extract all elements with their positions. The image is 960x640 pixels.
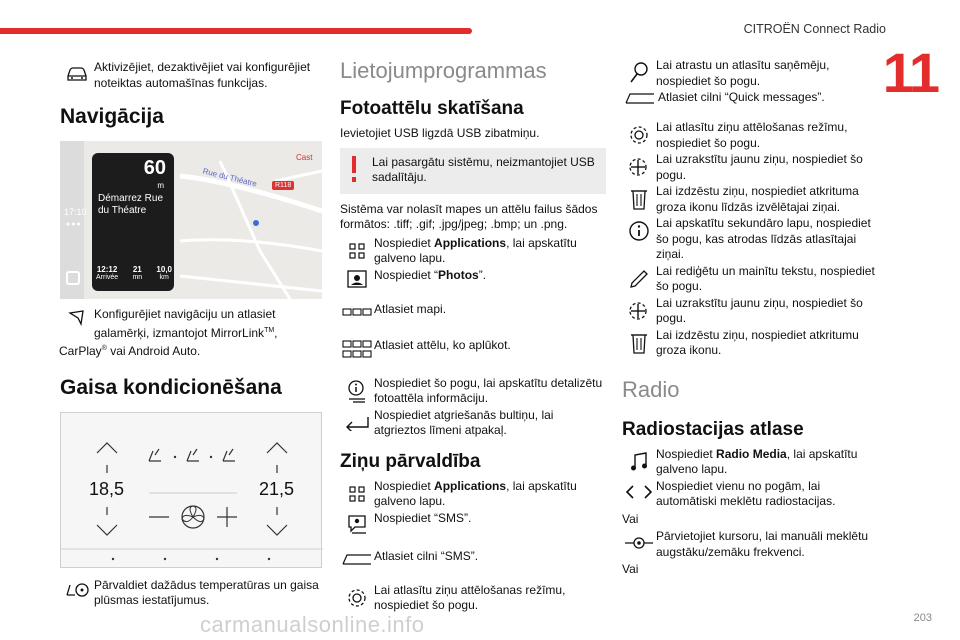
climate-screen: [60, 412, 322, 568]
radio-bold: Radio Media: [716, 446, 787, 461]
step-new-msg-text: Lai uzrakstītu jaunu ziņu, nospiediet šo pogu.: [656, 152, 863, 182]
radio-heading: Radio: [622, 376, 680, 402]
column-2: [340, 50, 606, 614]
msg-step-apps: [340, 479, 606, 510]
new-message-icon-2: [622, 296, 656, 326]
step-folder-text: Atlasiet mapi.: [374, 301, 447, 316]
street-name: Démarrez Rue du Théatre: [98, 193, 164, 216]
step-new-msg-2: [622, 296, 884, 327]
step-cursor: [622, 529, 884, 560]
step-new-msg: [622, 152, 884, 183]
intro-text: Aktivizējiet, dezaktivējiet vai konfigurējiet noteiktas automašīnas funkcijas.: [94, 60, 311, 90]
step-info-page: [622, 216, 884, 263]
km-value: 10,0: [156, 265, 172, 274]
nav-desc-text: [94, 307, 322, 341]
right-temperature[interactable]: 21,5: [259, 478, 295, 499]
apps-heading: Lietojumprogrammas: [340, 58, 547, 83]
step-delete-text: Lai izdzēstu ziņu, nospiediet atkrituma groza ikonu līdzās izvēlētajai ziņai.: [656, 184, 859, 214]
step-edit-text: Lai rediģētu un mainītu tekstu, nospiediet šo pogu.: [656, 263, 875, 293]
step-photos-post: ”.: [478, 267, 487, 282]
left-temperature[interactable]: 18,5: [89, 478, 125, 499]
step-radio-media: [622, 447, 884, 478]
navigation-icon: [60, 307, 94, 329]
msg-apps-post: , lai apskatītu galveno lapu.: [374, 478, 577, 508]
new-message-icon: [622, 152, 656, 182]
step-delete: [622, 184, 884, 215]
photos-heading: Fotoattēlu skatīšana: [340, 98, 524, 119]
photo-info-icon: [340, 376, 374, 406]
search-icon: [622, 58, 656, 88]
column-3: [622, 50, 884, 578]
km-label: km: [159, 274, 169, 281]
msg-apps-bold: Applications: [434, 478, 507, 493]
warning-box: [340, 148, 606, 194]
msg-step-sms-text: Nospiediet “SMS”.: [374, 510, 472, 525]
step-apps-bold: Applications: [434, 235, 507, 250]
image-grid-icon: [340, 338, 374, 360]
step-back: [340, 408, 606, 439]
step-apps-text: [374, 236, 606, 267]
or-text-1: Vai: [622, 511, 639, 526]
msg-step-tab: [340, 549, 606, 569]
step-search-text: Lai atrastu un atlasītu saņēmēju, nospiediet šo pogu.: [656, 58, 830, 88]
step-photos-pre: Nospiediet “: [374, 267, 439, 282]
tab-icon-2: [622, 90, 658, 106]
trash-icon: [622, 184, 656, 214]
speed-unit: m: [157, 181, 164, 190]
step-info-text: Nospiediet šo pogu, lai apskatītu detalizētu fotoattēla informāciju.: [374, 375, 603, 405]
nav-desc-part-2: ,: [274, 325, 278, 340]
photos-intro: Ievietojiet USB ligzdā USB zibatmiņu.: [340, 126, 540, 140]
intro-row: [60, 60, 322, 91]
climate-icon: [60, 578, 94, 602]
nav-desc-part-4: vai Android Auto.: [106, 344, 201, 358]
brand-header: CITROËN Connect Radio: [743, 22, 886, 36]
settings-gear-icon-2: [622, 120, 656, 150]
radio-post: , lai apskatītu galveno lapu.: [656, 446, 858, 476]
eta-bar: [96, 265, 172, 281]
nav-screen: [60, 141, 322, 299]
step-quick-text: Atlasiet cilni “Quick messages”.: [658, 90, 825, 104]
climate-desc-text: Pārvaldiet dažādus temperatūras un gaisa plūsmas iestatījumus.: [94, 577, 319, 607]
msg-step-tab-text: Atlasiet cilni “SMS”.: [374, 548, 479, 563]
step-cursor-text: Pārvietojiet kursoru, lai manuāli meklētu augstāku/zemāku frekvenci.: [656, 529, 869, 559]
step-seek: [622, 479, 884, 510]
trash-icon-2: [622, 328, 656, 358]
apps-grid-icon-2: [340, 479, 374, 509]
tab-icon: [340, 549, 374, 569]
step-image-text: Atlasiet attēlu, ko aplūkot.: [374, 337, 511, 352]
nav-desc-row: [60, 307, 322, 341]
photos-icon: [340, 268, 374, 290]
step-photos: [340, 268, 606, 290]
step-info: [340, 376, 606, 407]
msg-step-settings-text: Lai atlasītu ziņu attēlošanas režīmu, nospiediet šo pogu.: [374, 582, 566, 612]
or-text-2: Vai: [622, 562, 639, 576]
mins-label: mn: [132, 274, 143, 281]
arrive-label: Arrivée: [96, 274, 119, 281]
speed-value: 60: [143, 157, 166, 179]
nav-heading: Navigācija: [60, 105, 164, 128]
map-road-badge: R118: [272, 181, 294, 190]
step-radio-media-text: [656, 447, 884, 478]
arrive-time: 12:12: [96, 265, 118, 274]
nav-desc-cont: [59, 341, 322, 360]
step-search: [622, 58, 884, 89]
step-image: [340, 338, 606, 360]
seek-arrows-icon: [622, 479, 656, 505]
step-delete-2-text: Lai izdzēstu ziņu, nospiediet atkritumu groza ikonu.: [656, 327, 859, 357]
step-back-text: Nospiediet atgriešanās bultiņu, lai atgrieztos līmeni atpakaļ.: [374, 407, 554, 437]
messages-heading: Ziņu pārvaldība: [340, 450, 481, 472]
mins-value: 21: [132, 265, 142, 274]
step-apps-post: , lai apskatītu galveno lapu.: [374, 235, 577, 265]
step-seek-text: Nospiediet vienu no pogām, lai automātiski meklētu radiostacijas.: [656, 478, 836, 508]
top-accent-bar: [0, 28, 472, 34]
step-display-mode: [622, 120, 884, 151]
msg-step-apps-text: [374, 479, 606, 510]
info-icon: [622, 216, 656, 246]
step-photos-bold: Photos: [438, 267, 479, 282]
back-arrow-icon: [340, 408, 374, 438]
step-info-page-text: Lai apskatītu sekundāro lapu, nospiediet šo pogu, kas atrodas līdzās atlasītajai ziņai.: [656, 216, 871, 261]
step-new-msg-2-text: Lai uzrakstītu jaunu ziņu, nospiediet šo pogu.: [656, 295, 863, 325]
home-button[interactable]: [66, 271, 80, 285]
slider-cursor-icon: [622, 529, 656, 557]
reg-mark: ®: [101, 345, 107, 352]
tm-mark: TM: [264, 326, 275, 334]
step-display-mode-text: Lai atlasītu ziņu attēlošanas režīmu, nospiediet šo pogu.: [656, 120, 848, 150]
sms-icon: [340, 511, 374, 537]
map-place-label: Cast: [296, 153, 313, 162]
step-delete-2: [622, 328, 884, 359]
column-1: [60, 50, 322, 609]
step-apps: [340, 236, 606, 267]
warning-text: Lai pasargātu sistēmu, neizmantojiet USB sadalītāju.: [372, 154, 595, 184]
step-quick: [622, 90, 884, 106]
station-heading: Radiostacijas atlase: [622, 418, 804, 440]
formats-text: Sistēma var nolasīt mapes un attēlu failus šādos formātos: .tiff; .gif; .jpg/jpeg; .bmp; un .png.: [340, 201, 598, 231]
map-road-label: Rue du Théatre: [201, 166, 258, 189]
clock-text: 17:10: [64, 207, 87, 217]
settings-gear-icon: [340, 583, 374, 613]
climate-heading: Gaisa kondicionēšana: [60, 375, 282, 399]
msg-step-settings: [340, 583, 606, 614]
msg-step-sms: [340, 511, 606, 537]
watermark: carmanualsonline.info: [200, 612, 425, 637]
pencil-icon: [622, 264, 656, 294]
climate-desc-row: [60, 578, 322, 609]
step-apps-pre: Nospiediet: [374, 235, 435, 250]
step-folder: [340, 302, 606, 322]
page-number: 203: [913, 612, 932, 624]
carplay-text: CarPlay: [59, 344, 102, 358]
apps-grid-icon: [340, 236, 374, 266]
status-dots: ●●●: [66, 221, 82, 228]
radio-pre: Nospiediet: [656, 446, 717, 461]
step-photos-text: [374, 268, 606, 284]
msg-apps-pre: Nospiediet: [374, 478, 435, 493]
nav-card: [92, 153, 174, 291]
chapter-number: 11: [882, 41, 938, 104]
car-icon: [60, 60, 94, 88]
music-note-icon: [622, 447, 656, 477]
step-edit: [622, 264, 884, 295]
folder-view-icon: [340, 302, 374, 322]
nav-desc-part-1: Konfigurējiet navigāciju un atlasiet galamērķi, izmantojot MirrorLink: [94, 307, 276, 340]
warning-icon: [350, 156, 358, 182]
